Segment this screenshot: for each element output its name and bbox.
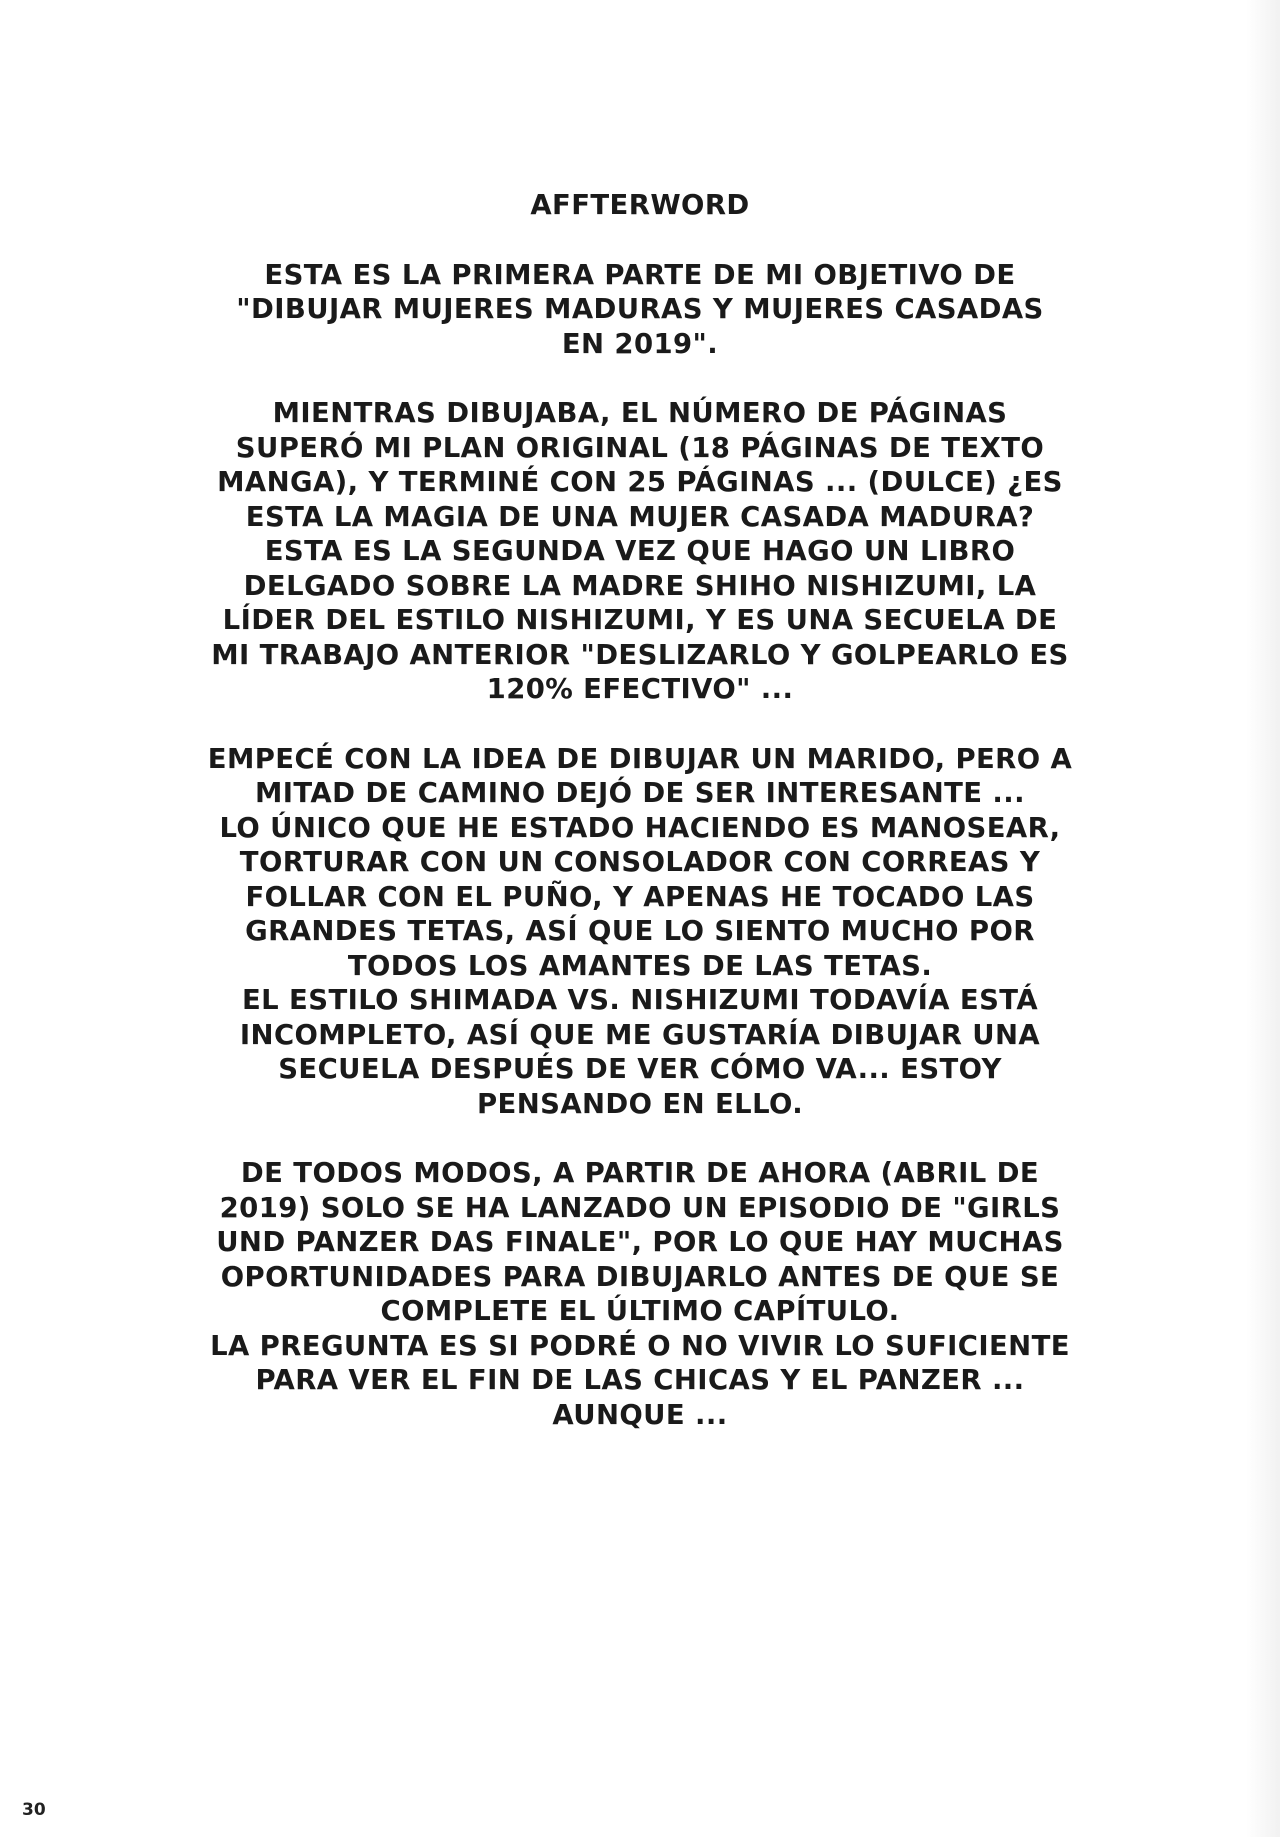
text-line: EN 2019".	[561, 327, 719, 360]
text-line: INCOMPLETO, ASÍ QUE ME GUSTARÍA DIBUJAR UNA	[239, 1018, 1041, 1051]
text-line: PENSANDO EN ELLO.	[476, 1087, 804, 1120]
text-line: TORTURAR CON UN CONSOLADOR CON CORREAS Y	[239, 846, 1041, 878]
afterword-title: AFFTERWORD	[530, 189, 750, 221]
text-line: 120% EFECTIVO" ...	[486, 673, 794, 705]
text-line: ESTA ES LA PRIMERA PARTE DE MI OBJETIVO DE	[264, 258, 1016, 291]
text-line: SECUELA DESPUÉS DE VER CÓMO VA... ESTOY	[278, 1053, 1002, 1085]
text-line: DELGADO SOBRE LA MADRE SHIHO NISHIZUMI, LA	[243, 569, 1037, 602]
afterword-paragraph	[200, 258, 1080, 362]
text-line: SUPERÓ MI PLAN ORIGINAL (18 PÁGINAS DE TEXTO	[235, 431, 1045, 464]
text-line: ESTA ES LA SEGUNDA VEZ QUE HAGO UN LIBRO	[264, 535, 1016, 567]
text-line: MANGA), Y TERMINÉ CON 25 PÁGINAS ... (DULCE) ¿ES	[217, 466, 1063, 498]
page-edge-shadow	[1246, 0, 1280, 1837]
text-line: 2019) SOLO SE HA LANZADO UN EPISODIO DE "GIRLS	[219, 1191, 1061, 1224]
text-line: OPORTUNIDADES PARA DIBUJARLO ANTES DE QUE SE	[220, 1260, 1060, 1293]
text-line: AUNQUE ...	[552, 1398, 728, 1431]
text-line: LÍDER DEL ESTILO NISHIZUMI, Y ES UNA SECUELA DE	[222, 604, 1058, 636]
text-line: MIENTRAS DIBUJABA, EL NÚMERO DE PÁGINAS	[272, 397, 1008, 429]
text-line: UND PANZER DAS FINALE", POR LO QUE HAY MUCHAS	[216, 1226, 1064, 1258]
text-line: "DIBUJAR MUJERES MADURAS Y MUJERES CASADAS	[236, 293, 1044, 325]
afterword-paragraph	[200, 396, 1080, 707]
afterword-paragraphs	[200, 258, 1080, 1433]
afterword-text-block	[200, 188, 1080, 1467]
text-line: MITAD DE CAMINO DEJÓ DE SER INTERESANTE ...	[255, 777, 1025, 809]
text-line: FOLLAR CON EL PUÑO, Y APENAS HE TOCADO LAS	[245, 880, 1035, 913]
afterword-paragraph	[200, 1156, 1080, 1432]
text-line: EMPECÉ CON LA IDEA DE DIBUJAR UN MARIDO, PERO A	[207, 742, 1073, 775]
text-line: ESTA LA MAGIA DE UNA MUJER CASADA MADURA?	[245, 500, 1035, 533]
text-line: LA PREGUNTA ES SI PODRÉ O NO VIVIR LO SUFICIENTE	[210, 1329, 1070, 1362]
afterword-paragraph	[200, 742, 1080, 1122]
text-line: GRANDES TETAS, ASÍ QUE LO SIENTO MUCHO POR	[245, 915, 1035, 947]
text-line: TODOS LOS AMANTES DE LAS TETAS.	[347, 949, 933, 982]
text-line: COMPLETE EL ÚLTIMO CAPÍTULO.	[380, 1295, 900, 1327]
text-line: MI TRABAJO ANTERIOR "DESLIZARLO Y GOLPEARLO ES	[211, 638, 1069, 671]
text-line: PARA VER EL FIN DE LAS CHICAS Y EL PANZER ...	[255, 1364, 1025, 1396]
text-line: EL ESTILO SHIMADA VS. NISHIZUMI TODAVÍA ESTÁ	[241, 984, 1039, 1016]
text-line: DE TODOS MODOS, A PARTIR DE AHORA (ABRIL DE	[240, 1157, 1040, 1189]
page-number: 30	[22, 1800, 46, 1820]
text-line: LO ÚNICO QUE HE ESTADO HACIENDO ES MANOSEAR,	[219, 811, 1061, 844]
